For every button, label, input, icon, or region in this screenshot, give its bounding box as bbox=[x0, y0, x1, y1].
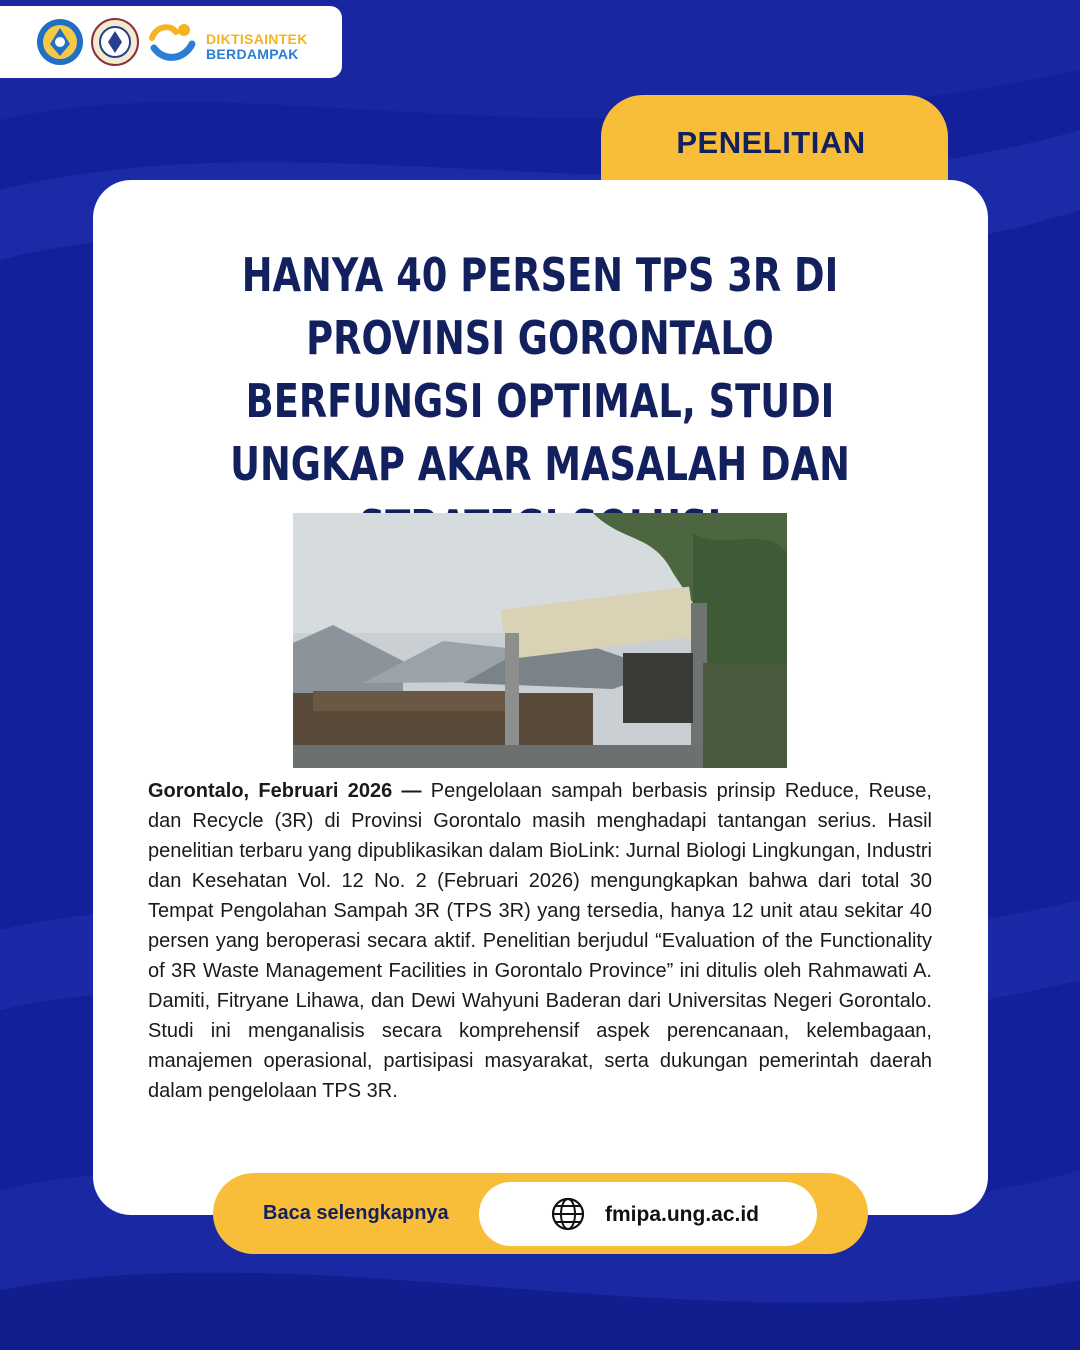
article-text: Pengelolaan sampah berbasis prinsip Reduce, Reuse, dan Recycle (3R) di Provinsi Gorontalo masih menghadapi tantangan serius. Hasil penelitian terbaru yang dipublikasikan dalam BioLink: Jurnal Biologi Lingkungan, Industri dan Kesehatan Vol. 12 No. 2 (Februari 2026) mengungkapkan bahwa dari total 30 Tempat Pengolahan Sampah 3R (TPS 3R) yang tersedia, hanya 12 unit atau sekitar 40 persen yang beroperasi secara aktif. Penelitian berjudul “Evaluation of the Functionality of 3R Waste Management Facilities in Gorontalo Province” ini ditulis oleh Rahmawati A. Damiti, Fitryane Lihawa, dan Dewi Wahyuni Baderan dari Universitas Negeri Gorontalo. Studi ini menganalisis secara komprehensif aspek perencanaan, kelembagaan, manajemen operasional, partisipasi masyarakat, serta dukungan pemerintah daerah dalam pengelolaan TPS 3R. bbox=[148, 780, 932, 1102]
read-more-label: Baca selengkapnya bbox=[263, 1202, 449, 1224]
brand-line1: DIKTISAINTEK bbox=[206, 31, 308, 47]
photo-illustration bbox=[293, 513, 787, 768]
read-more-bar[interactable] bbox=[213, 1173, 868, 1254]
article-dateline: Gorontalo, Februari 2026 — bbox=[148, 780, 422, 802]
brand-line2: BERDAMPAK bbox=[206, 46, 299, 62]
brand-wordmark bbox=[206, 32, 308, 62]
diktisaintek-berdampak-icon bbox=[146, 18, 198, 66]
globe-icon bbox=[551, 1197, 585, 1231]
website-link[interactable] bbox=[479, 1182, 817, 1246]
kemdiktisaintek-logo-icon bbox=[36, 18, 84, 66]
university-seal-icon bbox=[91, 18, 139, 66]
logo-bar bbox=[0, 6, 342, 78]
headline: HANYA 40 PERSEN TPS 3R DI PROVINSI GORONTALO BERFUNGSI OPTIMAL, STUDI UNGKAP AKAR MASALAH DAN bbox=[230, 248, 850, 491]
tps-3r-gate-photo bbox=[293, 513, 787, 768]
category-label: PENELITIAN bbox=[676, 125, 866, 160]
website-url: fmipa.ung.ac.id bbox=[605, 1203, 760, 1226]
article-body bbox=[148, 776, 932, 1106]
